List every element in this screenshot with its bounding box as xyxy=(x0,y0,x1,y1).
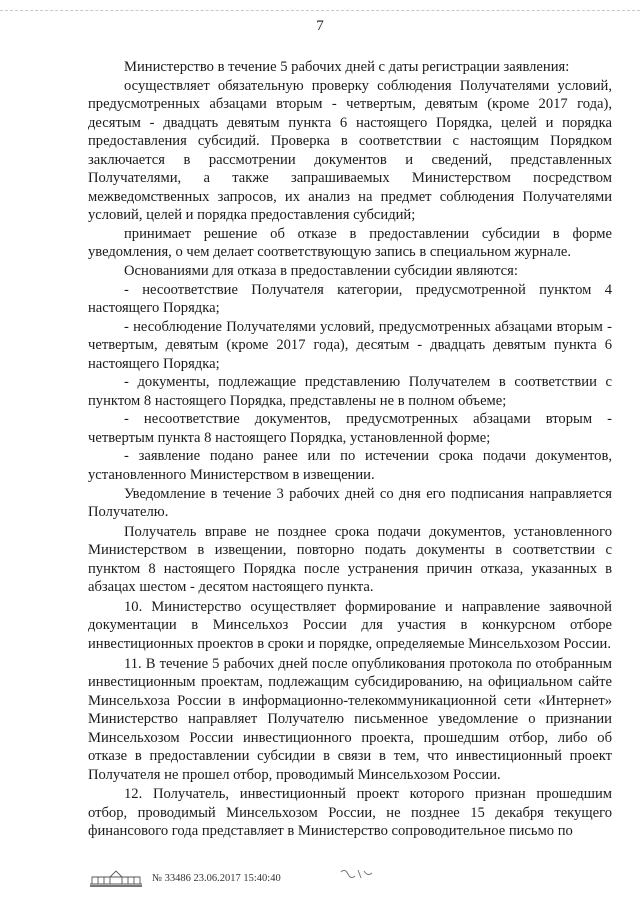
paragraph: Министерство в течение 5 рабочих дней с даты регистрации заявления: xyxy=(124,59,570,75)
page-number: 7 xyxy=(316,18,324,34)
list-item: - несоблюдение Получателями условий, предусмотренных абзацами вторым - четвертым, девятым (кроме 2017 года), десятым - двадцать девятым пункта 6 настоящего Порядка; xyxy=(88,318,612,372)
paragraph: 11. В течение 5 рабочих дней после опубликования протокола по отобранным инвестиционным проектам, подлежащим субсидированию, на официальном сайте Минсельхоза России в информационно-телекоммуникационной сети «Интернет» Министерство направляет Получателю письменное уведомление о признании Минсельхозом России инвестиционного проекта, прошедшим отбор, либо об отказе в предоставлении субсидии в связи в тем, что инвестиционный проект Получателя не прошел отбор, проводимый Минсельхозом России. xyxy=(88,655,612,783)
paragraph: Основаниями для отказа в предоставлении субсидии являются: xyxy=(124,263,518,280)
paragraph: 10. Министерство осуществляет формирование и направление заявочной документации в Минсельхоз России для участия в конкурсном отборе инвестиционных проектов в сроки и порядке, определяемые Минсельхозом России. xyxy=(88,598,612,652)
building-emblem-icon xyxy=(88,868,144,888)
list-item: - несоответствие документов, предусмотренных абзацами вторым - четвертым пункта 8 настоящего Порядка, установленной форме; xyxy=(88,411,612,446)
document-body xyxy=(88,58,612,841)
registration-stamp xyxy=(88,866,281,890)
paragraph: Уведомление в течение 3 рабочих дней со дня его подписания направляется Получателю. xyxy=(88,485,612,521)
handwritten-mark-icon xyxy=(338,862,378,884)
paragraph: осуществляет обязательную проверку соблюдения Получателями условий, предусмотренных абзацами вторым - четвертым, девятым (кроме 2017 года), десятым - двадцать девятым пункта 6 настоящего Порядка, целей и порядка предоставления субсидий. Проверка в соответствии с настоящим Порядком заключается в рассмотрении документов и сведений, представленных Получателями, а также запрашиваемых Министерством посредством межведомственных запросов, их анализ на предмет соблюдения Получателями условий, целей и порядка предоставления субсидий; xyxy=(88,77,612,224)
scan-top-edge xyxy=(0,10,640,13)
paragraph: принимает решение об отказе в предоставлении субсидии в форме уведомления, о чем делает соответствующую запись в специальном журнале. xyxy=(88,225,612,261)
list-item: - несоответствие Получателя категории, предусмотренной пунктом 4 настоящего Порядка; xyxy=(88,281,612,317)
registration-number: № 33486 23.06.2017 15:40:40 xyxy=(152,872,281,884)
paragraph: Получатель вправе не позднее срока подачи документов, установленного Министерством в извещении, повторно подать документы в соответствии с пунктом 8 настоящего Порядка после устранения причин отказа, указанных в абзацах шестом - десятом настоящего пункта. xyxy=(88,523,612,596)
list-item: - документы, подлежащие представлению Получателем в соответствии с пунктом 8 настоящего Порядка, представлены не в полном объеме; xyxy=(88,374,612,409)
paragraph: 12. Получатель, инвестиционный проект которого признан прошедшим отбор, проводимый Минсельхозом России, не позднее 15 декабря текущего финансового года представляет в Министерство сопроводительное письмо по xyxy=(88,786,612,840)
list-item: - заявление подано ранее или по истечении срока подачи документов, установленного Министерством в извещении. xyxy=(88,448,612,484)
